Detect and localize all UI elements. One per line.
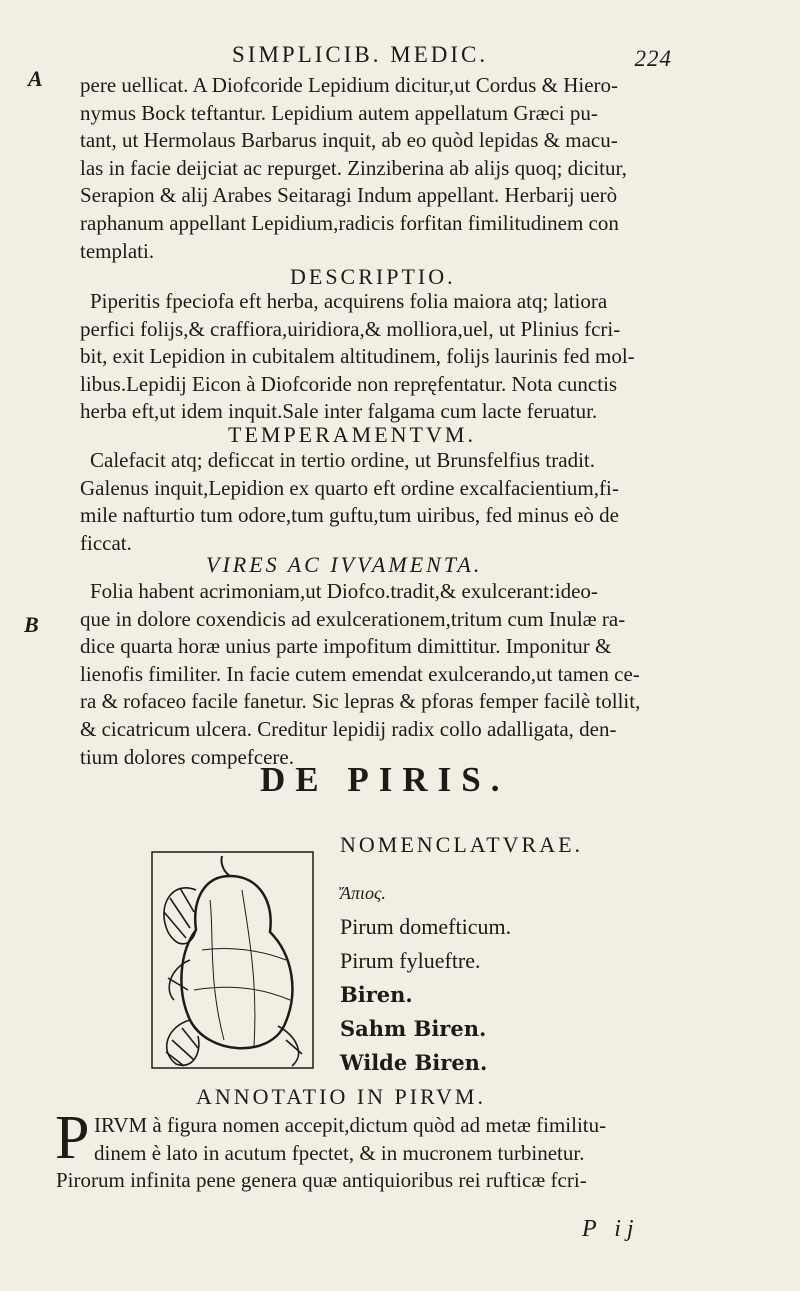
text-line: mile nafturtio tum odore,tum guftu,tum uiribus, fed minus eò de <box>80 503 619 528</box>
text-line: dice quarta horæ unius parte impofitum dimittitur. Imponitur & <box>80 634 612 659</box>
text-line: Calefacit atq; deficcat in tertio ordine, ut Brunsfelfius tradit. <box>90 448 595 472</box>
heading-descriptio: DESCRIPTIO. <box>290 264 456 289</box>
heading-annotatio: ANNOTATIO IN PIRVM. <box>196 1084 486 1109</box>
text-line: bit, exit Lepidion in cubitalem altitudinem, folijs laurinis fed mol- <box>80 344 635 369</box>
text-line: herba eft,ut idem inquit.Sale inter falgama cum lacte feruatur. <box>80 399 598 424</box>
german-name: Wilde Biren. <box>340 1050 488 1075</box>
descriptio-paragraph <box>80 288 680 426</box>
greek-name: Ἄπιος. <box>340 883 386 903</box>
annotatio-paragraph <box>94 1112 694 1167</box>
german-name: Biren. <box>340 982 413 1007</box>
temperamentum-paragraph <box>80 447 680 557</box>
text-line: dinem è lato in acutum fpectet, & in mucronem turbinetur. <box>94 1140 585 1165</box>
heading-de-piris: DE PIRIS. <box>260 760 510 799</box>
text-line: lienofis fimiliter. In facie cutem emendat exulcerando,ut tamen ce- <box>80 661 640 686</box>
running-title: SIMPLICIB. MEDIC. <box>232 42 489 67</box>
text-line: Piperitis fpeciofa eft herba, acquirens folia maiora atq; latiora <box>90 289 608 313</box>
text-line: libus.Lepidij Eicon à Diofcoride non repręfentatur. Nota cunctis <box>80 371 618 396</box>
margin-letter-a: A <box>28 66 43 91</box>
nomenclature-list <box>340 876 511 1080</box>
text-line: templati. <box>80 238 155 263</box>
latin-name: Pirum fylueftre. <box>340 948 481 973</box>
pear-woodcut-illustration <box>150 850 315 1070</box>
text-line: que in dolore coxendicis ad exulcerationem,tritum cum Inulæ ra- <box>80 606 626 631</box>
text-line: tant, ut Hermolaus Barbarus inquit, ab eo quòd lepidas & macu- <box>80 128 618 153</box>
text-line: tium dolores compefcere. <box>80 744 294 769</box>
heading-vires: VIRES AC IVVAMENTA. <box>206 552 483 577</box>
text-line: & cicatricum ulcera. Creditur lepidij radix collo adalligata, den- <box>80 716 617 741</box>
latin-name: Pirum domefticum. <box>340 914 512 939</box>
vires-paragraph <box>80 578 680 771</box>
text-line: las in facie deijciat ac repurget. Zinziberina ab alijs quoq; dicitur, <box>80 155 627 180</box>
text-line: ra & rofaceo facile fanetur. Sic lepras & pforas femper facilè tollit, <box>80 689 641 714</box>
text-line: raphanum appellant Lepidium,radicis forfitan fimilitudinem con <box>80 210 619 235</box>
text-line: nymus Bock teftantur. Lepidium autem appellatum Græci pu- <box>80 100 598 125</box>
annotatio-paragraph-continued <box>56 1167 656 1195</box>
signature-mark: P ij <box>582 1216 640 1242</box>
intro-paragraph <box>80 72 680 265</box>
text-line: pere uellicat. A Diofcoride Lepidium dicitur,ut Cordus & Hiero- <box>80 73 619 97</box>
text-line: Galenus inquit,Lepidion ex quarto eft ordine excalfacientium,fi- <box>80 475 619 500</box>
margin-letter-b: B <box>24 612 39 637</box>
page-number: 224 <box>634 46 672 71</box>
heading-nomenclaturae: NOMENCLATVRAE. <box>340 832 584 857</box>
german-name: Sahm Biren. <box>340 1016 487 1041</box>
running-header <box>232 42 672 71</box>
drop-capital: P <box>55 1104 90 1172</box>
text-line: Folia habent acrimoniam,ut Diofco.tradit,& exulcerant:ideo- <box>90 579 598 603</box>
text-line: ficcat. <box>80 530 132 555</box>
text-line: perfici folijs,& craffiora,uiridiora,& molliora,uel, ut Plinius fcri- <box>80 316 621 341</box>
heading-temperamentum: TEMPERAMENTVM. <box>228 422 476 447</box>
text-line: Pirorum infinita pene genera quæ antiquioribus rei rufticæ fcri- <box>56 1168 587 1192</box>
text-line: Serapion & alij Arabes Seitaragi Indum appellant. Herbarij uerò <box>80 183 618 208</box>
text-line: IRVM à figura nomen accepit,dictum quòd ad metæ fimilitu- <box>94 1113 607 1137</box>
